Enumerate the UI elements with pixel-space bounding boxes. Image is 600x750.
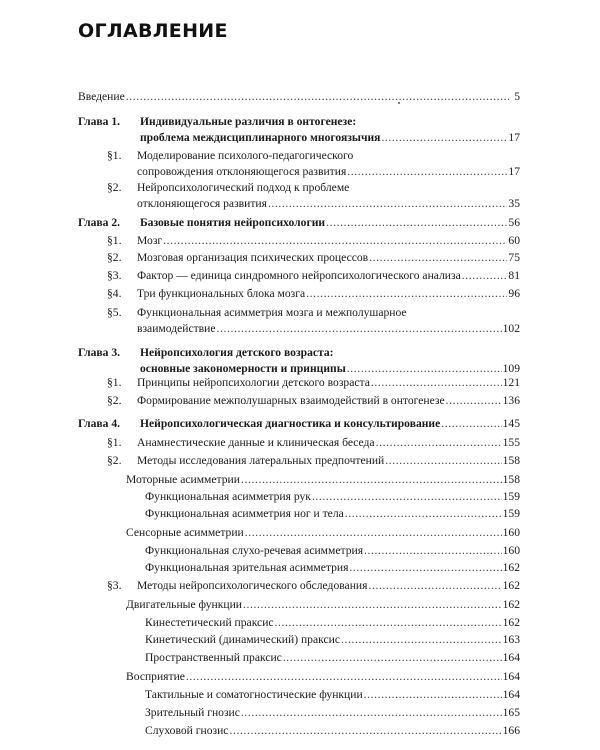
page-number: 162 [502, 579, 520, 592]
toc-entry-line [107, 578, 520, 594]
dot-leader [347, 164, 507, 180]
section-number: §2. [107, 181, 122, 194]
dot-leader [371, 375, 502, 391]
page-number: 17 [508, 131, 520, 144]
dot-leader [245, 525, 502, 541]
toc-entry-line [107, 305, 520, 321]
page-number: 56 [508, 216, 520, 229]
toc-entry [107, 305, 520, 337]
dot-leader [364, 543, 502, 559]
toc-entry-line [145, 560, 520, 576]
dot-leader [368, 578, 501, 594]
dot-leader [369, 250, 507, 266]
page-number: 35 [508, 197, 520, 210]
toc-entry [145, 650, 520, 666]
toc-entry-title: Тактильные и соматогностические функции [145, 688, 363, 701]
toc-entry-title: Фактор — единица синдромного нейропсихологического анализа [137, 269, 461, 282]
toc-entry-title: Анамнестические данные и клиническая беседа [137, 436, 375, 449]
toc-entry-line [107, 435, 520, 451]
toc-entry-line [145, 632, 520, 648]
page-number: 155 [502, 436, 520, 449]
toc-entry-line [145, 650, 520, 666]
page-number: 162 [502, 616, 520, 629]
toc-entry-title: Принципы нейропсихологии детского возраста [137, 376, 370, 389]
toc-entry-title: Мозговая организация психических процессов [137, 251, 369, 264]
dot-leader [306, 286, 507, 302]
dot-leader [283, 650, 502, 666]
toc-entry [107, 233, 520, 249]
toc-entry [107, 180, 520, 212]
dot-leader [229, 723, 501, 739]
toc-entry-line [107, 268, 520, 284]
toc-entry-line [107, 250, 520, 266]
chapter-number: Глава 2. [78, 216, 121, 229]
page-title: ОГЛАВЛЕНИЕ [78, 20, 228, 42]
dot-leader [349, 560, 501, 576]
page-number: 164 [502, 651, 520, 664]
toc-entry-title: Кинестетический праксис [145, 616, 274, 629]
page-number: 109 [502, 362, 520, 375]
toc-entry [107, 393, 520, 409]
toc-entry [145, 687, 520, 703]
page-number: 121 [502, 376, 520, 389]
section-number: §3. [107, 269, 122, 282]
toc-entry [126, 597, 520, 613]
toc-entry [145, 506, 520, 522]
section-number: §2. [107, 394, 122, 407]
page-number: 17 [508, 165, 520, 178]
page-number: 160 [502, 526, 520, 539]
toc-entry-line [145, 489, 520, 505]
section-number: §1. [107, 376, 122, 389]
toc-entry-title: Функциональная асимметрия рук [145, 490, 311, 503]
dot-leader [326, 215, 507, 231]
page-number: 158 [502, 454, 520, 467]
toc-entry-line [78, 114, 520, 130]
toc-entry-line [126, 597, 520, 613]
toc-entry [145, 705, 520, 721]
dot-leader [312, 489, 502, 505]
toc-entry-line [78, 416, 520, 432]
dot-leader [126, 89, 509, 105]
page-number: 5 [514, 90, 520, 103]
dot-leader [217, 321, 502, 337]
toc-entry-title: отклоняющегося развития [137, 197, 267, 210]
toc-entry-line [107, 148, 520, 164]
toc-entry-line [78, 345, 520, 361]
toc-entry-line [107, 196, 520, 212]
section-number: §4. [107, 287, 122, 300]
toc-entry-title: Мозг [137, 234, 163, 247]
toc-entry-title: взаимодействие [137, 322, 216, 335]
toc-entry-title: Функциональная слухо-речевая асимметрия [145, 544, 364, 557]
toc-entry [145, 560, 520, 576]
page-number: 158 [502, 473, 520, 486]
toc-entry-title: Моделирование психолого-педагогического [137, 149, 354, 162]
toc-entry-line [107, 164, 520, 180]
dot-leader [341, 632, 502, 648]
section-number: §1. [107, 436, 122, 449]
toc-entry [107, 453, 520, 469]
toc-entry-title: Пространственный праксис [145, 651, 282, 664]
section-number: §3. [107, 579, 122, 592]
page-number: 136 [502, 394, 520, 407]
page-number: 81 [508, 269, 520, 282]
toc-entry [107, 268, 520, 284]
toc-entry [78, 89, 520, 105]
dot-leader [385, 453, 501, 469]
page-number: 96 [508, 287, 520, 300]
toc-entry-title: Двигательные функции [126, 598, 242, 611]
toc-entry-line [145, 615, 520, 631]
toc-entry [107, 286, 520, 302]
toc-entry-title: Моторные асимметрии [126, 473, 240, 486]
toc-entry-line [107, 233, 520, 249]
chapter-number: Глава 1. [78, 115, 121, 128]
dot-leader [241, 705, 502, 721]
dot-leader [243, 597, 502, 613]
dot-leader [381, 130, 507, 146]
page-number: 159 [502, 490, 520, 503]
toc-entry-title: Зрительный гнозис [145, 706, 240, 719]
toc-entry [145, 723, 520, 739]
dot-leader [441, 416, 501, 432]
toc-entry-line [107, 180, 520, 196]
toc-entry-title: Методы нейропсихологического обследования [137, 579, 368, 592]
toc-entry [107, 148, 520, 180]
chapter-number: Глава 4. [78, 417, 121, 430]
toc-entry-line [107, 286, 520, 302]
dot-leader [446, 393, 502, 409]
toc-entry-line [145, 543, 520, 559]
toc-entry [126, 669, 520, 685]
toc-entry-title: Нейропсихологический подход к проблеме [137, 181, 350, 194]
dot-leader [268, 196, 507, 212]
toc-entry-line [78, 215, 520, 231]
toc-entry-line [78, 130, 520, 146]
dot-leader [163, 233, 507, 249]
toc-entry-title: Сенсорные асимметрии [126, 526, 244, 539]
toc-entry-line [107, 321, 520, 337]
section-number: §1. [107, 149, 122, 162]
toc-entry-line [107, 393, 520, 409]
toc-entry-line [107, 375, 520, 391]
dot-leader [186, 669, 502, 685]
dot-leader [376, 435, 502, 451]
toc-entry [78, 416, 520, 432]
page-number: 163 [502, 633, 520, 646]
toc-entry-line [78, 89, 520, 105]
toc-entry-title: Функциональная асимметрия ног и тела [145, 507, 344, 520]
page-number: 164 [502, 670, 520, 683]
page-number: 159 [502, 507, 520, 520]
toc-entry-line [126, 472, 520, 488]
page-number: 75 [508, 251, 520, 264]
section-number: §2. [107, 454, 122, 467]
toc-entry [78, 345, 520, 377]
toc-entry-title: Базовые понятия нейропсихологии [140, 216, 326, 229]
dot-leader [275, 615, 502, 631]
page-number: 145 [502, 417, 520, 430]
toc-entry-title: Функциональная асимметрия мозга и межполушарное [137, 306, 407, 319]
section-number: §5. [107, 306, 122, 319]
toc-entry-title: Индивидуальные различия в онтогенезе: [140, 115, 357, 128]
toc-entry-line [145, 506, 520, 522]
page-number: 102 [502, 322, 520, 335]
section-number: §1. [107, 234, 122, 247]
toc-entry-line [145, 687, 520, 703]
page-number: 164 [502, 688, 520, 701]
page-number: 162 [502, 561, 520, 574]
toc-entry-title: основные закономерности и принципы [140, 362, 346, 375]
toc-entry-line [145, 705, 520, 721]
toc-entry [145, 615, 520, 631]
toc-entry-title: сопровождения отклоняющегося развития [137, 165, 347, 178]
toc-entry-title: проблема междисциплинарного многоязычия [140, 131, 381, 144]
page-number: 166 [502, 724, 520, 737]
page-number: 160 [502, 544, 520, 557]
toc-entry-title: Методы исследования латеральных предпочтений [137, 454, 385, 467]
toc-entry [107, 375, 520, 391]
toc-entry-line [126, 669, 520, 685]
toc-entry-title: Слуховой гнозис [145, 724, 229, 737]
toc-entry [145, 632, 520, 648]
toc-entry [145, 489, 520, 505]
toc-entry-title: Нейропсихология детского возраста: [140, 346, 334, 359]
toc-entry-title: Функциональная зрительная асимметрия [145, 561, 349, 574]
toc-entry [78, 215, 520, 231]
toc-entry [145, 543, 520, 559]
page-number: 165 [502, 706, 520, 719]
dot-leader [364, 687, 502, 703]
dot-leader [241, 472, 502, 488]
toc-entry-title: Формирование межполушарных взаимодействий в онтогенезе [137, 394, 445, 407]
toc-entry-title: Три функциональных блока мозга [137, 287, 306, 300]
toc-entry [107, 578, 520, 594]
toc-entry [107, 435, 520, 451]
toc-entry-title: Нейропсихологическая диагностика и консультирование [140, 417, 441, 430]
toc-entry [126, 472, 520, 488]
toc-entry [107, 250, 520, 266]
toc-entry-line [126, 525, 520, 541]
toc-entry-line [145, 723, 520, 739]
section-number: §2. [107, 251, 122, 264]
toc-entry-title: Кинетический (динамический) праксис [145, 633, 340, 646]
page-number: 162 [502, 598, 520, 611]
toc-entry [78, 114, 520, 146]
dot-leader [462, 268, 508, 284]
toc-entry-line [107, 453, 520, 469]
toc-entry [126, 525, 520, 541]
toc-entry-title: Восприятие [126, 670, 185, 683]
page-number: 60 [508, 234, 520, 247]
chapter-number: Глава 3. [78, 346, 121, 359]
toc-entry-title: Введение [78, 90, 125, 103]
dot-leader [345, 506, 502, 522]
